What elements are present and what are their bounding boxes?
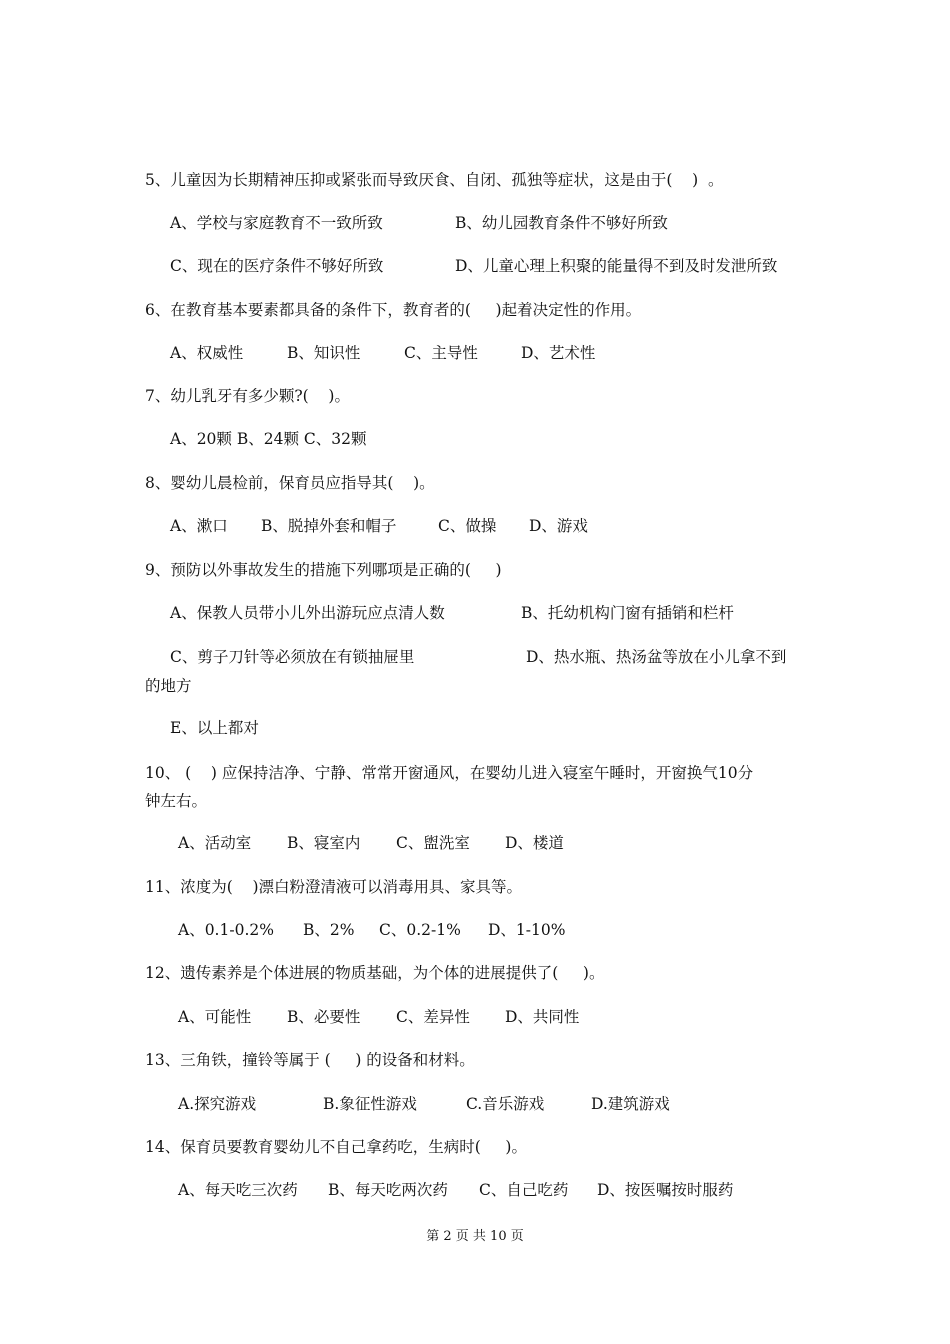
question-7-stem: 7、幼儿乳牙有多少颗?( )。: [145, 387, 350, 405]
page-number-footer: 第 2 页 共 10 页: [426, 1229, 524, 1244]
question-14-option-a: A、每天吃三次药: [178, 1181, 298, 1199]
question-9-option-e: E、以上都对: [170, 719, 259, 737]
question-10-stem: 10、 ( ) 应保持洁净、宁静、常常开窗通风，在婴幼儿进入寝室午睡时，开窗换气10分: [145, 764, 754, 782]
question-9-option-d-cont: 的地方: [145, 677, 192, 695]
question-11-option-b: B、2%: [303, 921, 355, 939]
question-9-option-c: C、剪子刀针等必须放在有锁抽屉里: [170, 648, 415, 666]
question-12-option-a: A、可能性: [178, 1008, 252, 1026]
question-13-option-b: B.象征性游戏: [323, 1095, 417, 1113]
question-9-option-b: B、托幼机构门窗有插销和栏杆: [521, 604, 734, 622]
question-9-stem: 9、预防以外事故发生的措施下列哪项是正确的( ): [145, 561, 502, 579]
question-10-option-b: B、寝室内: [287, 834, 361, 852]
question-12-option-c: C、差异性: [396, 1008, 470, 1026]
question-12-option-b: B、必要性: [287, 1008, 361, 1026]
question-5-option-a: A、学校与家庭教育不一致所致: [170, 214, 383, 232]
question-5-option-d: D、儿童心理上积聚的能量得不到及时发泄所致: [455, 257, 778, 275]
question-10-option-c: C、盥洗室: [396, 834, 470, 852]
question-10-option-d: D、楼道: [505, 834, 564, 852]
question-13-option-d: D.建筑游戏: [591, 1095, 670, 1113]
question-9-option-a: A、保教人员带小儿外出游玩应点清人数: [170, 604, 445, 622]
question-11-option-c: C、0.2-1%: [379, 921, 461, 939]
question-6-option-a: A、权威性: [170, 344, 244, 362]
question-14-option-d: D、按医嘱按时服药: [597, 1181, 734, 1199]
question-12-option-d: D、共同性: [505, 1008, 580, 1026]
question-7-options: A、20颗 B、24颗 C、32颗: [170, 430, 367, 448]
question-11-stem: 11、浓度为( )漂白粉澄清液可以消毒用具、家具等。: [145, 878, 523, 896]
question-11-option-a: A、0.1-0.2%: [178, 921, 274, 939]
question-8-option-c: C、做操: [438, 517, 497, 535]
question-14-option-b: B、每天吃两次药: [328, 1181, 448, 1199]
question-5-option-b: B、幼儿园教育条件不够好所致: [455, 214, 668, 232]
question-13-option-a: A.探究游戏: [178, 1095, 257, 1113]
question-14-option-c: C、自己吃药: [479, 1181, 569, 1199]
question-14-stem: 14、保育员要教育婴幼儿不自己拿药吃，生病时( )。: [145, 1138, 527, 1156]
question-8-option-a: A、漱口: [170, 517, 228, 535]
question-8-option-d: D、游戏: [529, 517, 588, 535]
question-6-stem: 6、在教育基本要素都具备的条件下，教育者的( )起着决定性的作用。: [145, 301, 642, 319]
question-13-stem: 13、三角铁，撞铃等属于 ( ) 的设备和材料。: [145, 1051, 475, 1069]
question-9-option-d: D、热水瓶、热汤盆等放在小儿拿不到: [526, 648, 787, 666]
question-6-option-d: D、艺术性: [521, 344, 596, 362]
question-12-stem: 12、遗传素养是个体进展的物质基础，为个体的进展提供了( )。: [145, 964, 605, 982]
question-10-option-a: A、活动室: [178, 834, 252, 852]
question-11-option-d: D、1-10%: [488, 921, 566, 939]
question-5-option-c: C、现在的医疗条件不够好所致: [170, 257, 384, 275]
question-13-option-c: C.音乐游戏: [466, 1095, 545, 1113]
question-10-stem-cont: 钟左右。: [145, 792, 208, 810]
question-5-stem: 5、儿童因为长期精神压抑或紧张而导致厌食、自闭、孤独等症状，这是由于( ) 。: [145, 171, 724, 189]
question-8-option-b: B、脱掉外套和帽子: [261, 517, 397, 535]
question-6-option-c: C、主导性: [404, 344, 478, 362]
question-8-stem: 8、婴幼儿晨检前，保育员应指导其( )。: [145, 474, 435, 492]
question-6-option-b: B、知识性: [287, 344, 361, 362]
